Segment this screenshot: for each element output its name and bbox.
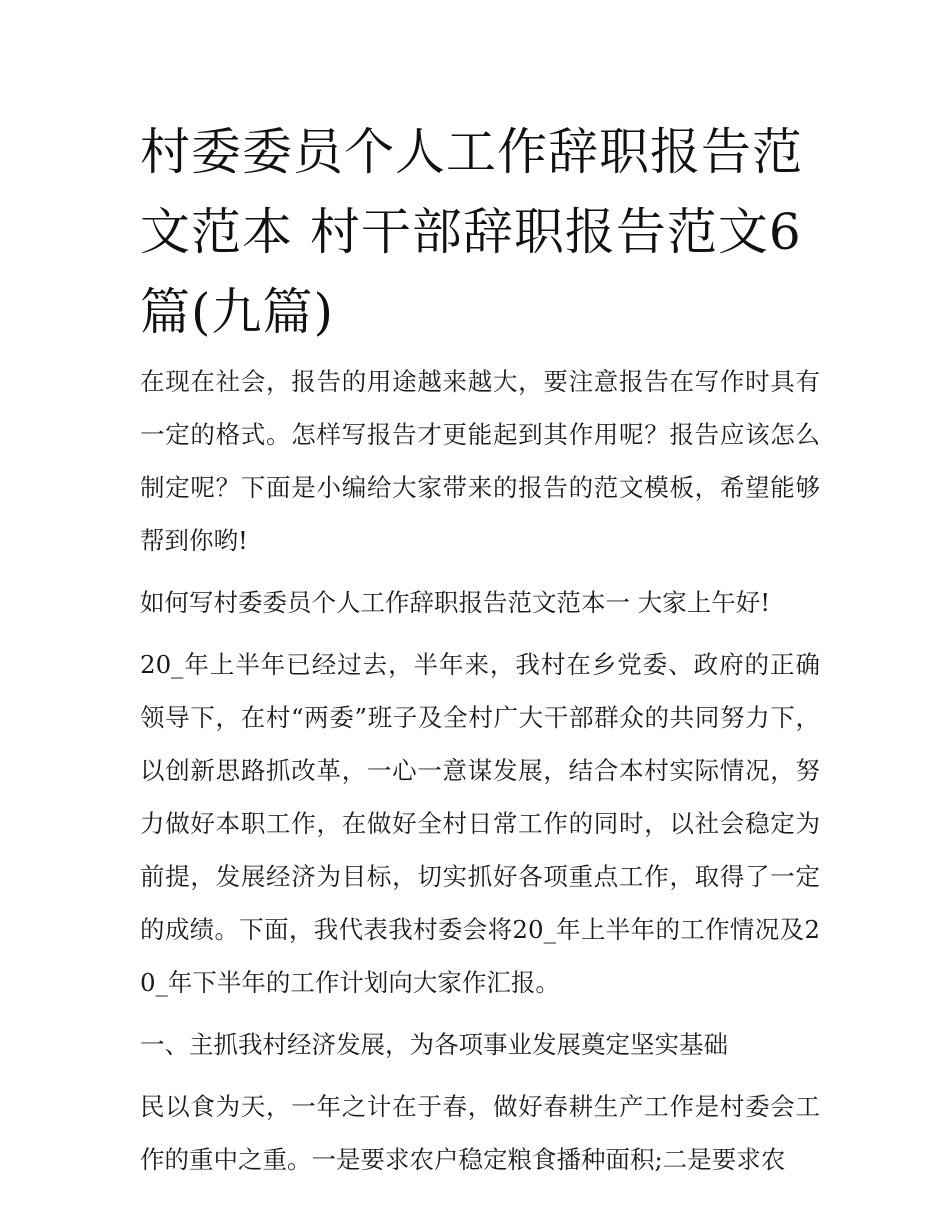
section-heading: 一、主抓我村经济发展，为各项事业发展奠定坚实基础 (140, 1030, 728, 1059)
document-title: 村委委员个人工作辞职报告范文范本 村干部辞职报告范文6篇(九篇) (140, 123, 803, 341)
intro-paragraph: 在现在社会，报告的用途越来越大，要注意报告在写作时具有一定的格式。怎样写报告才更能起到其作用呢？报告应该怎么制定呢？下面是小编给大家带来的报告的范文模板，希望能够帮到你哟! (140, 367, 820, 555)
section-heading-paragraph: 如何写村委委员个人工作辞职报告范文范本一 大家上午好! (140, 588, 771, 617)
body-paragraph: 民以食为天，一年之计在于春，做好春耕生产工作是村委会工作的重中之重。一是要求农户稳定粮食播种面积;二是要求农 (140, 1092, 820, 1174)
body-paragraph: 20_年上半年已经过去，半年来，我村在乡党委、政府的正确领导下，在村“两委”班子及全村广大干部群众的共同努力下，以创新思路抓改革，一心一意谋发展，结合本村实际情况，努力做好本职工作，在做好全村日常工作的同时，以社会稳定为前提，发展经济为目标，切实抓好各项重点工作，取得了一定的成绩。下面，我代表我村委会将20_年上半年的工作情况及20_年下半年的工作计划向大家作汇报。 (140, 650, 820, 997)
document-body (140, 355, 820, 1195)
